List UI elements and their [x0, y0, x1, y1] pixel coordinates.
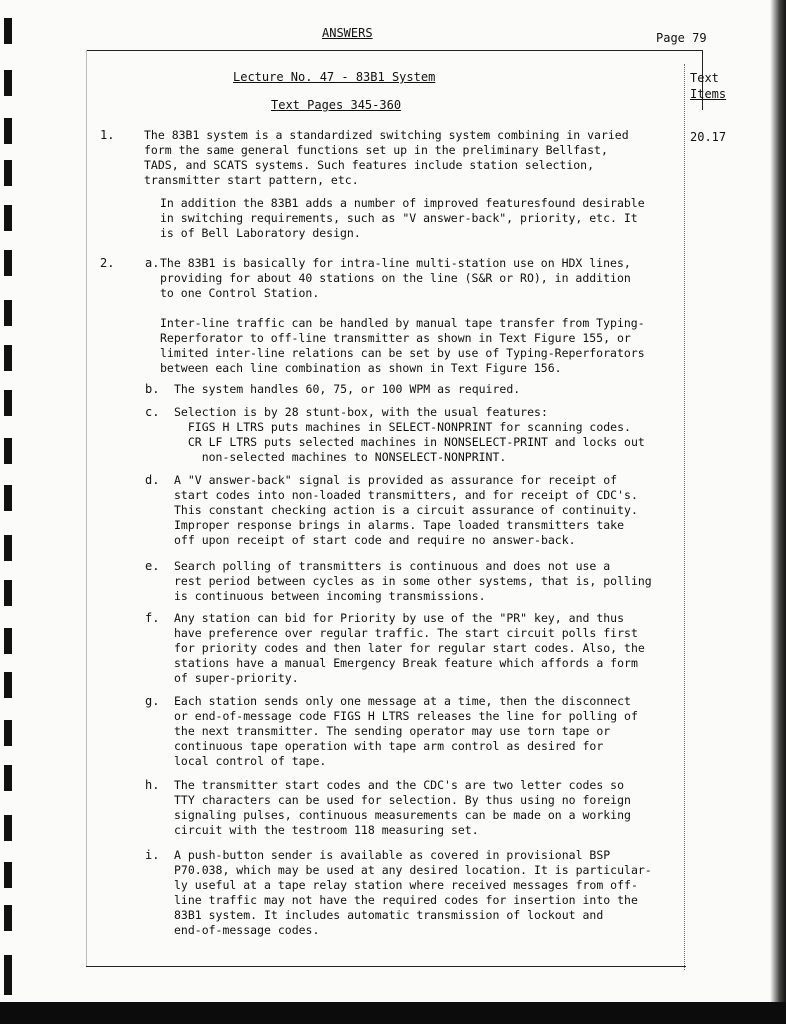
item-letter: d.: [145, 473, 160, 487]
item-text: Inter-line traffic can be handled by manual tape transfer from Typing- Reperforator to off-line transmitter as shown in Text Figure 155, or limited inter-line relations can be set by use of Typing-Reperforators between each line combination as shown in Text Figure 156.: [160, 316, 645, 375]
item-letter: i.: [145, 848, 160, 862]
item-letter: c.: [145, 405, 160, 419]
item-text: Search polling of transmitters is continuous and does not use a rest period between cycles as in some other systems, that is, polling is continuous between incoming transmissions.: [174, 559, 652, 603]
section-number: 2.: [100, 256, 115, 270]
section1-paragraph-1: The 83B1 system is a standardized switching system combining in varied form the same general functions set up in the preliminary Bellfast, TADS, and SCATS systems. Such features include station selection, transmitter start pattern, etc.: [144, 128, 629, 187]
item-text: The 83B1 is basically for intra-line multi-station use on HDX lines, providing for about 40 stations on the line (S&R or RO), in addition to one Control Station.: [160, 256, 631, 300]
item-letter: h.: [145, 778, 160, 792]
item-text: Selection is by 28 stunt-box, with the usual features: FIGS H LTRS puts machines in SELECT-NONPRINT for scanning codes. CR LF LTRS puts selected machines in NONSELECT-PRINT and locks out non-selected machines to NONSELECT-NONPRINT.: [174, 405, 645, 464]
item-text: Each station sends only one message at a time, then the disconnect or end-of-message code FIGS H LTRS releases the line for polling of the next transmitter. The sending operator may use torn tape or continuous tape operation with tape arm control as desired for local control of tape.: [174, 694, 638, 768]
item-letter: g.: [145, 694, 160, 708]
text-items-value: 20.17: [690, 130, 727, 144]
lecture-title: Lecture No. 47 - 83B1 System: [233, 70, 436, 84]
binder-holes: [0, 0, 14, 1024]
item-text: Any station can bid for Priority by use of the "PR" key, and thus have preference over regular traffic. The start circuit polls first for priority codes and then later for regular start codes. Also, the stations have a manual Emergency Break feature which affords a form of super-priority.: [174, 611, 645, 685]
header-title: ANSWERS: [322, 26, 373, 40]
page-edge-shadow: [770, 0, 786, 1024]
item-text: A "V answer-back" signal is provided as assurance for receipt of start codes into non-loaded transmitters, and for receipt of CDC's. This constant checking action is a circuit assurance of continuity. Improper response brings in alarms. Tape loaded transmitters take off upon receipt of start code and require no answer-back.: [174, 473, 638, 547]
item-letter: f.: [145, 611, 160, 625]
item-letter: a.: [145, 256, 160, 270]
frame-top-rule: [86, 50, 702, 51]
item-text: The transmitter start codes and the CDC's are two letter codes so TTY characters can be used for selection. By thus using no foreign signaling pulses, continuous measurements can be made on a working circuit with the testroom 118 measuring set.: [174, 778, 631, 837]
page-number: Page 79: [656, 31, 707, 45]
text-items-header: [690, 70, 726, 102]
item-letter: e.: [145, 559, 160, 573]
text-items-label-1: Text: [690, 71, 719, 85]
frame-right-rule: [684, 64, 685, 970]
frame-bottom-rule: [86, 966, 686, 967]
item-text: The system handles 60, 75, or 100 WPM as required.: [174, 382, 521, 396]
section1-paragraph-2: In addition the 83B1 adds a number of improved featuresfound desirable in switching requirements, such as "V answer-back", priority, etc. It is of Bell Laboratory design.: [160, 196, 645, 240]
lecture-text-pages: Text Pages 345-360: [271, 98, 402, 112]
text-items-label-2: Items: [690, 87, 727, 101]
item-letter: b.: [145, 382, 160, 396]
section-number: 1.: [100, 128, 115, 142]
item-text: A push-button sender is available as covered in provisional BSP P70.038, which may be used at any desired location. It is particular- ly useful at a tape relay station where received messages from off- line traffic may not have the required codes for insertion into the 83B1 system. It includes automatic transmission of lockout and end-of-message codes.: [174, 848, 652, 937]
frame-left-rule: [86, 50, 87, 967]
scan-bottom-border: [0, 1002, 786, 1024]
